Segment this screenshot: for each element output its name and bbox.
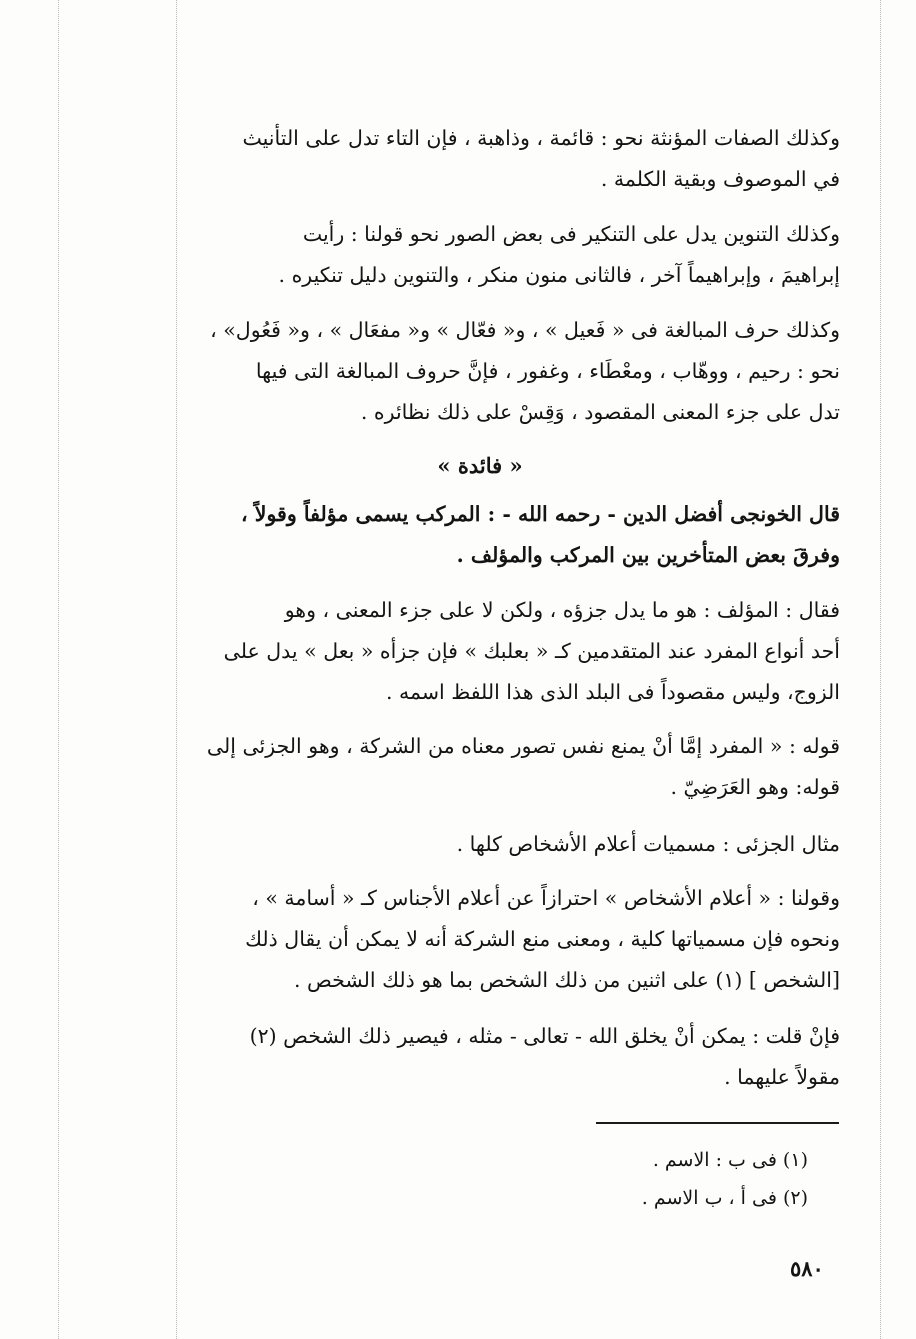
text-line: قال الخونجى أفضل الدين - رحمه الله - : المركب يسمى مؤلفاً وقولاً ، [241,502,840,526]
text-line: وفرقَ بعض المتأخرين بين المركب والمؤلف . [456,543,840,567]
text-line: فإنْ قلت : يمكن أنْ يخلق الله - تعالى - مثله ، فيصير ذلك الشخص (٢) [249,1024,840,1048]
text-line: مقولاً عليهما . [724,1065,840,1089]
text-line: وكذلك الصفات المؤنثة نحو : قائمة ، وذاهبة ، فإن التاء تدل على التأنيث [242,126,840,150]
text-line: الزوج، وليس مقصوداً فى البلد الذى هذا اللفظ اسمه . [385,680,840,704]
text-line: قوله : « المفرد إمَّا أنْ يمنع نفس تصور معناه من الشركة ، وهو الجزئى إلى [206,734,840,758]
text-line: مثال الجزئى : مسميات أعلام الأشخاص كلها . [456,832,840,856]
text-line: نحو : رحيم ، ووهّاب ، ومعْطَاء ، وغفور ، فإنَّ حروف المبالغة التى فيها [255,359,840,383]
footnote-2: (٢) فى أ ، ب الاسم . [641,1187,808,1209]
paragraph-singular [120,726,840,808]
paragraph-particular-example [120,824,840,865]
footnote-1: (١) فى ب : الاسم . [652,1149,808,1171]
footnote-divider [596,1122,839,1124]
quote-paragraph [120,494,840,576]
text-line: وكذلك التنوين يدل على التنكير فى بعض الصور نحو قولنا : رأيت [302,222,840,246]
paragraph-tanween [120,214,840,296]
paragraph-feminine-adjectives [120,118,840,200]
text-line: ونحوه فإن مسمياتها كلية ، ومعنى منع الشركة أنه لا يمكن أن يقال ذلك [245,927,840,951]
paragraph-proper-names [120,878,840,1001]
page-number: ٥٨٠ [790,1256,824,1281]
paragraph-objection [120,1016,840,1098]
text-line: فقال : المؤلف : هو ما يدل جزؤه ، ولكن لا على جزء المعنى ، وهو [284,598,840,622]
text-line: إبراهيمَ ، وإبراهيماً آخر ، فالثانى منون منكر ، والتنوين دليل تنكيره . [278,263,840,287]
paragraph-intensive-forms [120,310,840,433]
section-heading: « فائدة » [437,453,523,478]
text-line: قوله: وهو العَرَضِيّ . [670,775,840,799]
scan-margin-line [880,0,881,1339]
text-line: في الموصوف وبقية الكلمة . [600,167,840,191]
text-line: [الشخص ] (١) على اثنين من ذلك الشخص بما هو ذلك الشخص . [293,968,840,992]
scan-margin-line [58,0,59,1339]
text-line: وكذلك حرف المبالغة فى « فَعيل » ، و« فعّال » و« مفعَال » ، و« فَعُول» ، [210,318,840,342]
text-line: وقولنا : « أعلام الأشخاص » احترازاً عن أعلام الأجناس كـ « أسامة » ، [252,886,840,910]
text-line: تدل على جزء المعنى المقصود ، وَقِسْ على ذلك نظائره . [360,400,840,424]
text-line: أحد أنواع المفرد عند المتقدمين كـ « بعلبك » فإن جزأه « بعل » يدل على [223,639,840,663]
paragraph-compound [120,590,840,713]
